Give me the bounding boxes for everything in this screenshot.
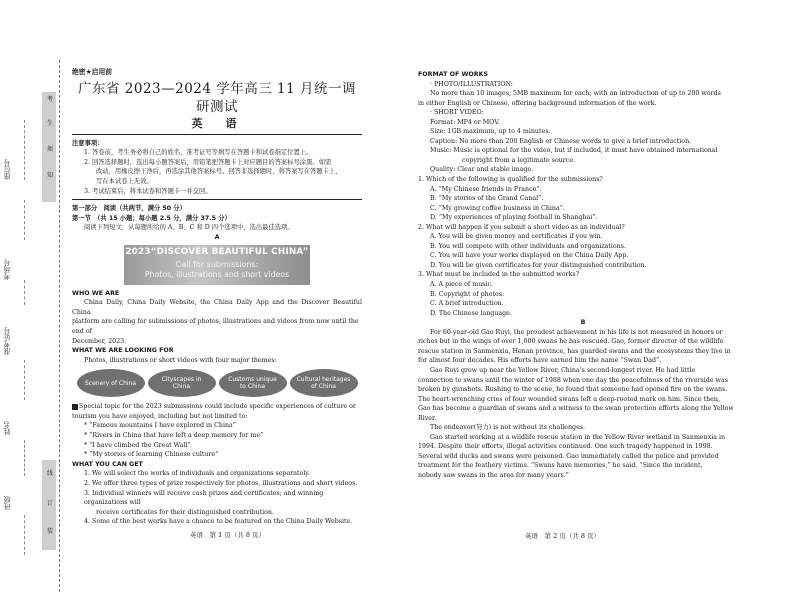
passage-line: treatment for the feathery victims. “Swans have memories,” he said, “Since the incident, (418, 462, 703, 470)
passage-line: for almost four decades. His efforts have earned him the name “Swan Dad”. (418, 357, 662, 365)
question-stem: 3. What must be included in the submitted works? (418, 271, 579, 279)
page-2 (418, 70, 748, 481)
theme-oval: Cultural heritages of China (290, 369, 358, 397)
answer-option: D. You will be given certificates for your distinguished contribution. (430, 261, 647, 269)
format-line: copyright from a legitimate source. (462, 156, 576, 164)
field-line (24, 120, 25, 180)
notice-item: 1. 答卷前，考生务必将自己的姓名、准考证号等填写在答题卡和试卷指定位置上。 (84, 149, 313, 157)
section-heading: 第一节 （共 15 小题；每小题 2.5 分，满分 37.5 分） (72, 214, 231, 222)
passage-line: The endeavor(努力) is not without its challenges. (430, 424, 586, 432)
notice-heading: 注意事项： (72, 139, 104, 147)
theme-oval: Customs unique to China (219, 369, 287, 397)
passage-line: Gao has become a guardian of swans and a witness to the swan protection efforts along the Yellow (418, 405, 734, 413)
passage-line: Gao started working at a wildlife rescue station in the Yellow River wetland in Sanmenxia in (430, 433, 726, 441)
passage-line: December, 2023. (72, 337, 127, 345)
notice-item: 改动，用橡皮擦干净后，再选涂其他答案标号。回答非选择题时，将答案写在答题卡上， (96, 168, 342, 176)
field-line (24, 515, 25, 555)
section-heading: WHAT WE ARE LOOKING FOR (72, 347, 174, 355)
answer-option: C. “My growing coffee business in China”. (430, 204, 565, 212)
notice-item: 写在本试卷上无效。 (96, 177, 153, 185)
passage-line: 1994. Despite their efforts, illegal activities continued. One such tragedy happened in 1998. (418, 443, 713, 451)
passage-line: connection to swans until the winter of 1988 when one day the peacefulness of the riverside was (418, 376, 728, 384)
field-line (24, 200, 25, 240)
section-heading: WHO WE ARE (72, 289, 120, 297)
format-subhead: · PHOTO/ILLUSTRATION: (430, 80, 513, 88)
banner-title: 2023“DISCOVER BEAUTIFUL CHINA” (125, 246, 309, 257)
passage-line: Photos, illustrations or short videos with four major themes: (84, 356, 277, 364)
passage-line: The heart-wrenching cries of four wounded swans left a deep-rooted mark on him. Since then, (418, 395, 720, 403)
theme-oval: Cityscapes in China (148, 369, 216, 397)
passage-line: riches but in the wings of over 1,000 swans he has rescued. Gao, former director of the wildlife (418, 338, 724, 346)
example-text: “I have climbed the Great Wall” (89, 441, 191, 449)
passage-line: No more than 10 images, 5MB maximum for each; with an introduction of up to 200 words (430, 90, 721, 98)
get-item: receive certificates for their distinguished contribution. (96, 508, 274, 516)
format-line: Quality: Clear and stable image. (430, 166, 534, 174)
banner-subtitle: Photos, illustrations and short videos (144, 269, 290, 279)
answer-option: C. A brief introduction. (430, 300, 504, 308)
example-item: * “I have climbed the Great Wall” (84, 441, 191, 449)
instruction: 阅读下列短文，从每题所给的 A、B、C 和 D 四个选项中，选出最佳选项。 (84, 224, 294, 232)
passage-line: nobody saw swans in the area for many years.” (418, 471, 569, 479)
answer-option: A. You will be given money and certificates if you win. (430, 233, 603, 241)
passage-line: in either English or Chinese, offering background information of the work. (418, 99, 657, 107)
example-item: * “My stories of learning Chinese culture” (84, 451, 219, 459)
format-line: Format: MP4 or MOV. (430, 118, 500, 126)
get-item: 1. We will select the works of individuals and organizations separately. (84, 470, 311, 478)
answer-option: D. The Chinese language. (430, 309, 512, 317)
example-text: “My stories of learning Chinese culture” (89, 451, 219, 459)
page-footer: 英语 第 2 页（共 8 页） (525, 532, 601, 540)
passage-label-a: A (214, 233, 220, 241)
get-item: 4. Some of the best works have a chance to be featured on the China Daily Website. (84, 518, 353, 526)
square-bullet-icon (72, 404, 78, 410)
field-label-room: 考场号 (3, 259, 11, 280)
subject-title: 英 语 (191, 116, 243, 130)
format-line: Caption: No more than 200 English or Chinese words to give a brief introduction. (430, 137, 692, 145)
special-topic-text: Special topic for the 2023 submissions could include specific experiences of culture or (79, 403, 356, 411)
field-label-exam-number: 准考证号 (3, 327, 11, 355)
example-item: * “Rivers in China that have left a deep memory for me” (84, 432, 264, 440)
example-item: * “Famous mountains I have explored in China” (84, 422, 237, 430)
passage-line: Several wild ducks and swans were poisoned. Gao immediately called the police and provided (418, 452, 719, 460)
banner-subtitle: Call for submissions: (175, 259, 259, 269)
passage-line: tourism you have enjoyed, including but not limited to: (72, 412, 248, 420)
get-item: 2. We offer three types of prize respectively for photos, illustrations and short videos. (84, 480, 358, 488)
passage-line: platform are calling for submissions of photos, illustrations and videos from now until the end of (72, 318, 359, 335)
answer-option: A. “My Chinese friends in France”. (430, 185, 542, 193)
notice-item: 2. 回答选择题时，选出每小题答案后，用铅笔把答题卡上对应题目的答案标号涂黑。如需 (84, 158, 332, 166)
campaign-banner (124, 245, 310, 285)
page-1 (72, 68, 362, 527)
example-text: “Famous mountains I have explored in China” (89, 422, 237, 430)
question-stem: 2. What will happen if you submit a short video as an individual? (418, 223, 625, 231)
section-heading: FORMAT OF WORKS (418, 71, 489, 78)
passage-line: China Daily, China Daily Website, the China Daily App and the Discover Beautiful China (72, 299, 362, 316)
format-line: Music: Music is optional for the video, but if included, it must have obtained international (430, 147, 718, 155)
passage-line: broken by gunshots. Rushing to the scene, he found that someone had opened fire on the swans. (418, 386, 728, 394)
example-text: “Rivers in China that have left a deep memory for me” (89, 432, 264, 440)
get-item: 3. Individual winners will receive cash prizes and certificates; and winning organizations will (84, 489, 324, 507)
theme-oval: Scenery of China (77, 369, 145, 397)
passage-line (72, 402, 362, 412)
strip-char: 考 (46, 96, 53, 103)
exam-title: 广东省 2023—2024 学年高三 11 月统一调研测试 (77, 80, 357, 115)
strip-char: 线 (46, 470, 53, 477)
field-label-name: 姓名 (3, 421, 11, 435)
strip-char: 装 (46, 528, 53, 535)
field-label-class: 班级 (3, 496, 11, 510)
answer-option: B. You will compete with other individuals and organizations. (430, 242, 626, 250)
title-rule (72, 134, 362, 135)
strip-char: 订 (46, 500, 53, 507)
answer-option: B. “My stories of the Grand Canal”. (430, 195, 544, 203)
part-heading: 第一部分 阅读（共两节，满分 50 分） (72, 205, 186, 213)
answer-option: B. Copyright of photos. (430, 290, 505, 298)
strip-char: 生 (46, 120, 53, 127)
page-footer: 英语 第 1 页（共 8 页） (190, 531, 266, 539)
answer-option: D. “My experiences of playing football in Shanghai”. (430, 214, 598, 222)
answer-option: C. You will have your works displayed on the China Daily App. (430, 252, 629, 260)
passage-line: For 60-year-old Gao Ruyi, the proudest achievement in his life is not measured in honors or (430, 328, 723, 336)
notice-item: 3. 考试结束后，将本试卷和答题卡一并交回。 (84, 187, 212, 195)
question-stem: 1. Which of the following is qualified for the submissions? (418, 176, 603, 184)
field-line (24, 440, 25, 476)
notice-rule (72, 199, 362, 200)
field-label-seat: 座位号 (3, 159, 11, 180)
field-line (24, 280, 25, 305)
passage-label-b: B (580, 319, 586, 327)
secret-mark: 绝密★启用前 (72, 68, 113, 76)
passage-line: River. (418, 414, 437, 422)
format-line: Size: 1GB maximum, up to 4 minutes. (430, 128, 551, 136)
field-line (24, 360, 25, 400)
strip-char: 知 (46, 172, 53, 179)
section-heading: WHAT YOU CAN GET (72, 460, 143, 468)
passage-line: Gao Ruyi grew up near the Yellow River, China’s second-longest river. He had little (430, 366, 696, 374)
format-subhead: · SHORT VIDEO: (430, 109, 484, 117)
theme-list (72, 369, 362, 397)
strip-char: 须 (46, 146, 53, 153)
passage-line: rescue station in Sanmenxia, Henan province, has guarded swans and the ecosystems they live in (418, 347, 731, 355)
answer-option: A. A piece of music. (430, 281, 494, 289)
